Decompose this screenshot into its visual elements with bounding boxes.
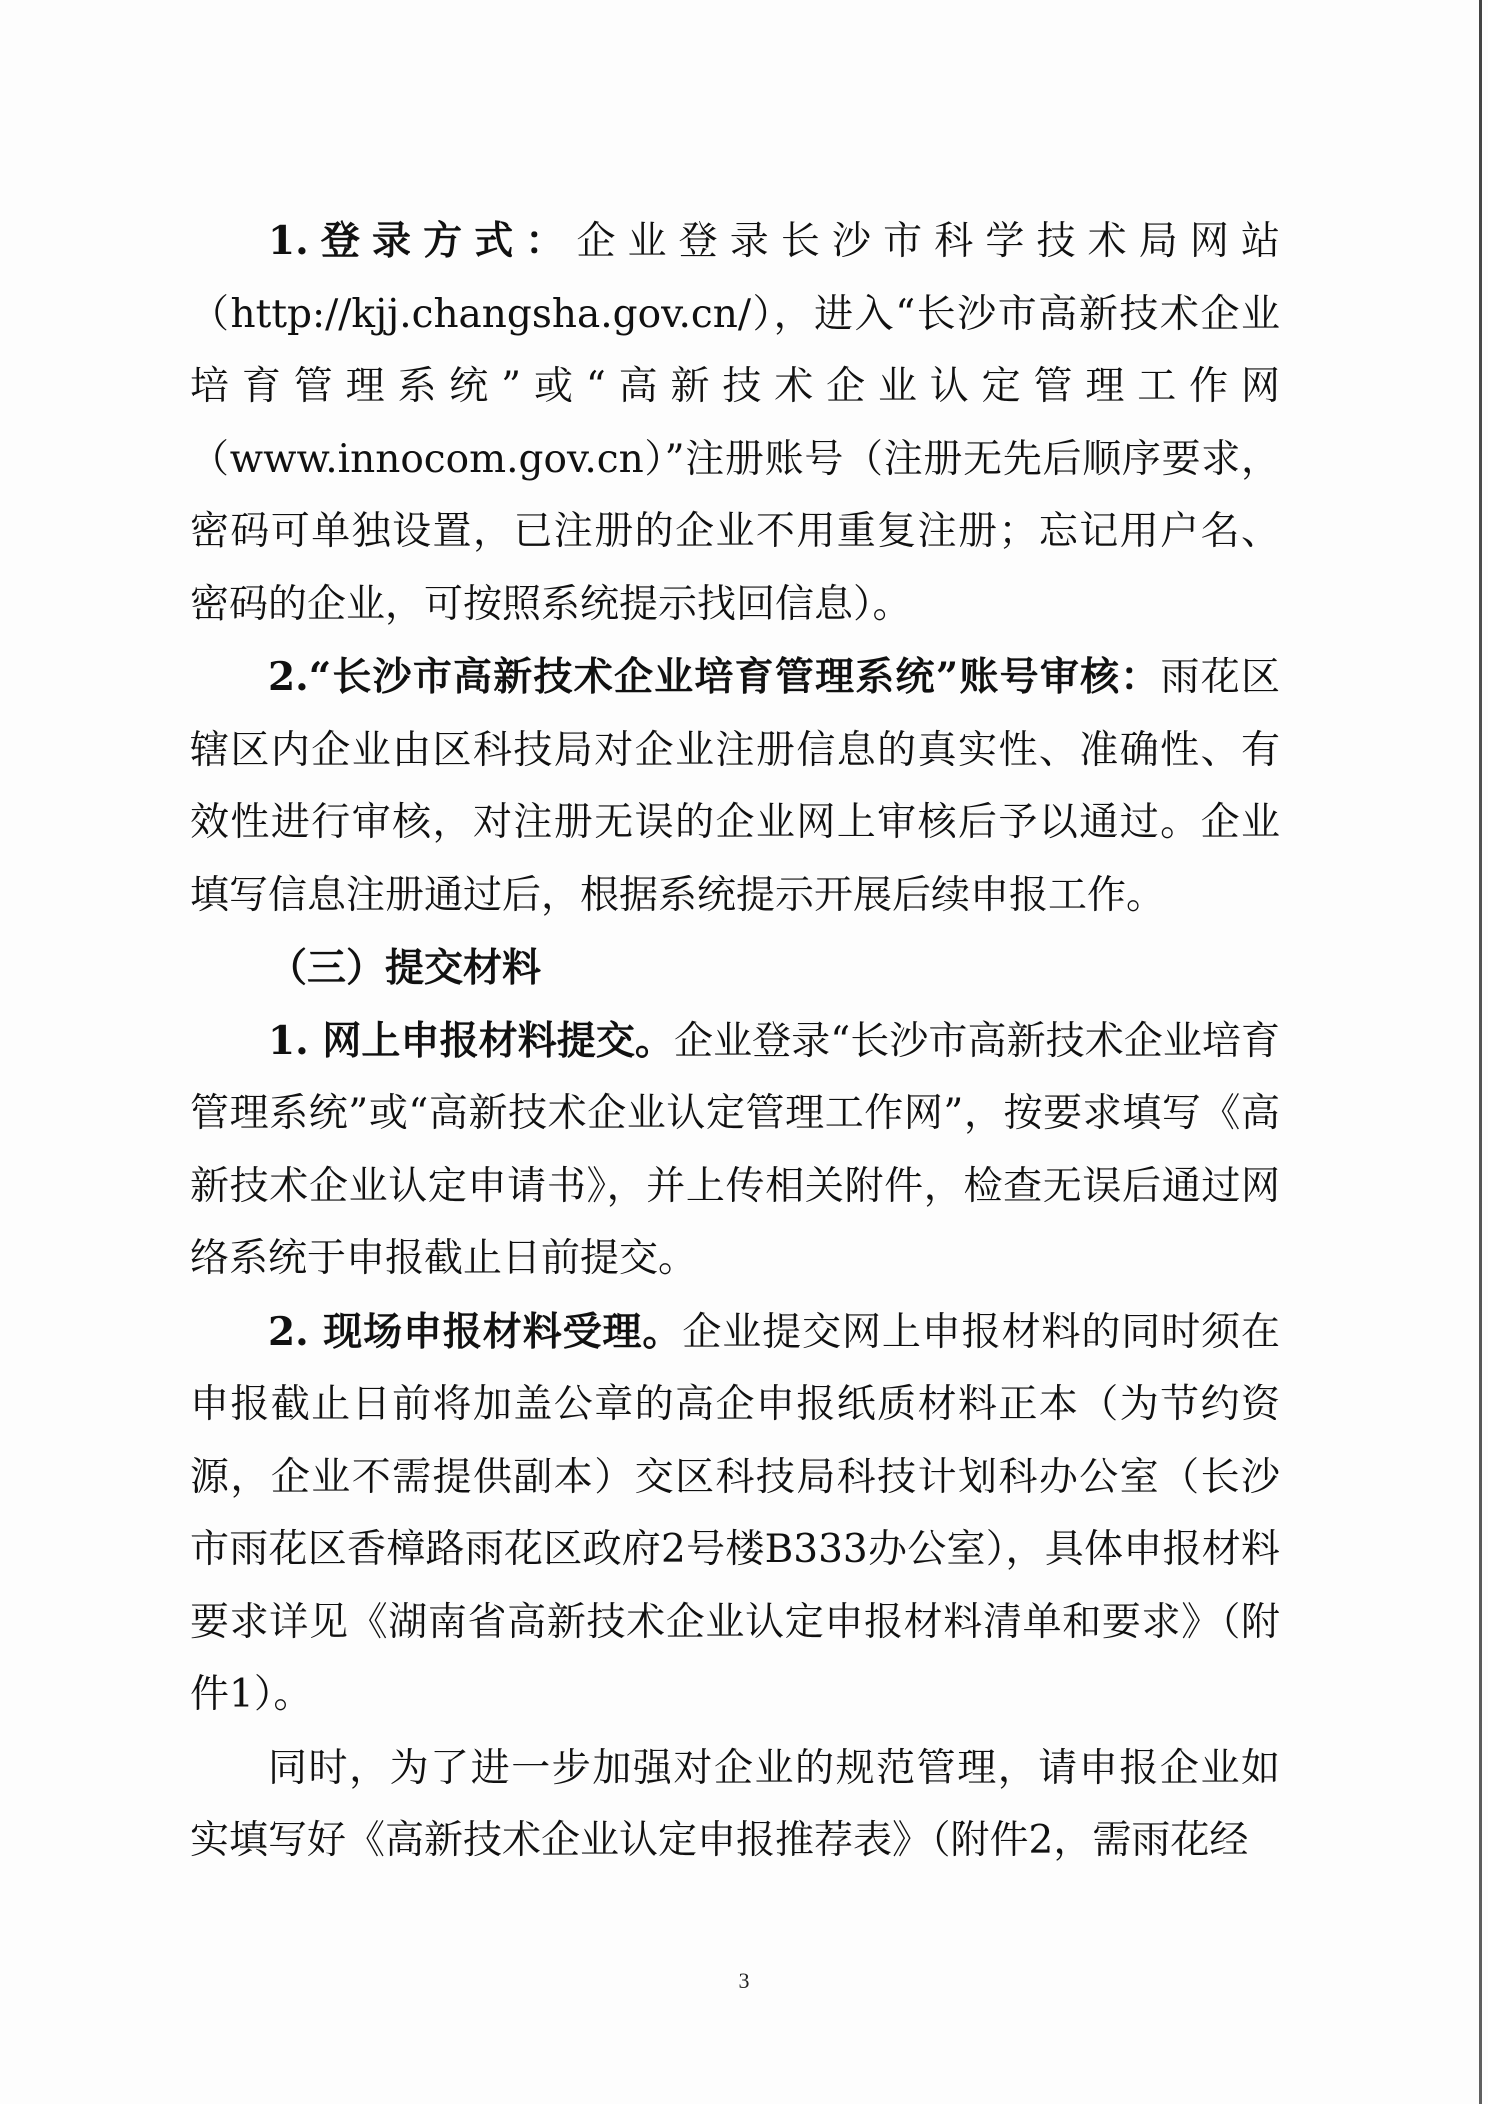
paragraph-text: 雨花区辖区内企业由区科技局对企业注册信息的真实性、准确性、有效性进行审核，对注册无误的企业网上审核后予以通过。企业填写信息注册通过后，根据系统提示开展后续申报工作。 (190, 655, 1280, 918)
paragraph-text: 企业登录长沙市科学技术局网站（http://kjj.changsha.gov.cn/），进入“长沙市高新技术企业培育管理系统”或“高新技术企业认定管理工作网（www.innocom.gov.cn）”注册账号（注册无先后顺序要求，密码可单独设置，已注册的企业不用重复注册；忘记用户名、密码的企业，可按照系统提示找回信息）。 (190, 219, 1280, 627)
paragraph-lead: 1. 网上申报材料提交。 (268, 1017, 674, 1064)
paragraph-lead: 1.登录方式： (268, 218, 577, 264)
paragraph-text: 企业登录“长沙市高新技术企业培育管理系统”或“高新技术企业认定管理工作网”，按要求填写《高新技术企业认定申请书》，并上传相关附件，检查无误后通过网络系统于申报截止日前提交。 (190, 1018, 1280, 1281)
paragraph-online-submission (190, 1005, 1280, 1296)
paragraph-onsite-acceptance (190, 1296, 1280, 1732)
paragraph-recommendation-form (190, 1732, 1280, 1878)
document-body (190, 205, 1280, 1878)
section-heading: （三）提交材料 (268, 945, 542, 991)
paragraph-account-review (190, 641, 1280, 932)
paragraph-lead: 2.“长沙市高新技术企业培育管理系统”账号审核： (268, 654, 1161, 700)
paragraph-text: 企业提交网上申报材料的同时须在申报截止日前将加盖公章的高企申报纸质材料正本（为节约资源，企业不需提供副本）交区科技局科技计划科办公室（长沙市雨花区香樟路雨花区政府2号楼B333办公室），具体申报材料要求详见《湖南省高新技术企业认定申报材料清单和要求》（附件1）。 (190, 1309, 1280, 1717)
paragraph-text: 同时，为了进一步加强对企业的规范管理，请申报企业如实填写好《高新技术企业认定申报推荐表》（附件2，需雨花经 (190, 1745, 1280, 1863)
scan-edge-line (1479, 0, 1482, 2104)
paragraph-lead: 2. 现场申报材料受理。 (268, 1308, 683, 1355)
paragraph-login-method (190, 205, 1280, 641)
page-number: 3 (738, 1968, 750, 1993)
